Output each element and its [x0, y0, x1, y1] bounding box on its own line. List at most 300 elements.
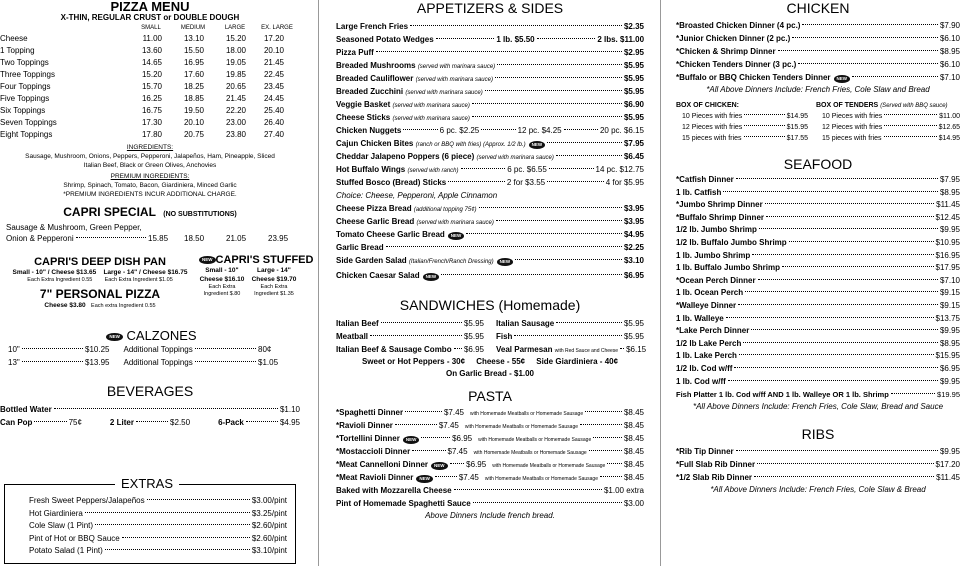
item-price: $16.95	[935, 250, 960, 260]
item-name: Italian Beef & Sausage Combo	[336, 345, 452, 354]
seafood-row	[676, 275, 960, 288]
box-row	[682, 133, 808, 144]
pizza-price: 15.70	[141, 82, 162, 91]
pizza-price: 13.60	[141, 46, 162, 55]
seafood-row	[676, 174, 960, 187]
item-name: *Mostaccioli Dinner	[336, 447, 411, 456]
item-note: (served with marinara sauce)	[392, 103, 470, 109]
item-price: $6.95	[463, 345, 484, 354]
pizza-price: 15.50	[183, 46, 204, 55]
ribs-list	[676, 445, 960, 484]
item-price: $10.95	[935, 237, 960, 247]
pizza-price: 19.50	[183, 106, 204, 115]
item-name: Fish Platter 1 lb. Cod w/ff AND 1 lb. Walleye OR 1 lb. Shrimp	[676, 390, 889, 400]
item-price: $8.95	[939, 338, 960, 348]
item-note: (ranch or BBQ with fries) (Approx. 1/2 lb.)	[415, 142, 526, 148]
seafood-row	[676, 325, 960, 338]
sandwich-row	[496, 343, 647, 356]
item-price: $7.95	[623, 139, 644, 148]
item-price: $3.25/pint	[251, 508, 287, 518]
seafood-title: SEAFOOD	[783, 156, 853, 172]
ribs-row	[676, 471, 960, 484]
new-badge: NEW	[423, 273, 440, 281]
box-tenders-note: (Served with BBQ sauce)	[880, 103, 948, 109]
capri-price-xlarge: 23.95	[268, 234, 289, 243]
item-note: (served with marinara sauce)	[417, 64, 496, 70]
bosco-choice-row: Choice: Cheese, Pepperoni, Apple Cinnamon	[336, 191, 498, 200]
item-price: $11.45	[936, 200, 960, 210]
size-medium-label: MEDIUM	[180, 25, 206, 31]
item-name: Breaded Cauliflower	[336, 74, 414, 83]
item-note: (additional topping 75¢)	[413, 207, 477, 213]
premium-ingredients-note: *PREMIUM INGREDIENTS INCUR ADDITIONAL CHARGE.	[63, 191, 237, 198]
seafood-note: *All Above Dinners Include: French Fries, Cole Slaw, Bread and Sauce	[692, 402, 944, 412]
extras-title: EXTRAS	[115, 476, 179, 492]
item-price: $8.45	[623, 434, 645, 443]
item-name: *Junior Chicken Dinner (2 pc.)	[676, 34, 791, 43]
item-name: *Walleye Dinner	[676, 300, 737, 310]
calzone-size: 10"	[8, 345, 20, 354]
capri-special-desc2: Onion & Pepperoni	[6, 234, 74, 243]
pizza-price: 25.40	[263, 106, 284, 115]
item-price: $8.45	[623, 447, 644, 456]
item-price: $8.45	[623, 421, 644, 430]
item-name: Veggie Basket	[336, 100, 391, 109]
new-badge: NEW	[416, 475, 433, 483]
seafood-row	[676, 350, 960, 363]
pasta-row	[336, 445, 644, 458]
stuffed-extra-small: Each Extra Ingredient $.80	[203, 284, 241, 297]
item-name: 1/2 lb. Buffalo Jumbo Shrimp	[676, 237, 787, 247]
ribs-title: RIBS	[801, 426, 835, 443]
pop-row	[0, 416, 300, 429]
item-price: $6.90	[623, 100, 644, 109]
item-name: Pizza Puff	[336, 48, 374, 57]
item-with: with Homemade Meatballs or Homemade Sausage	[492, 463, 606, 469]
item-price: $5.95	[463, 319, 484, 328]
item-price: $17.95	[935, 263, 960, 273]
pizza-type: 1 Topping	[0, 46, 35, 55]
item-price: $9.15	[939, 300, 960, 310]
chicken-row	[676, 71, 960, 84]
item-price: $13.75	[935, 313, 960, 323]
item-price: $5.95	[623, 332, 644, 341]
appetizer-row	[336, 202, 644, 215]
item-note: (Italian/French/Ranch Dressing)	[408, 259, 494, 265]
item-price: 4 for $5.95	[605, 178, 644, 187]
item-price: $7.95	[939, 175, 960, 184]
item-name: *Chicken & Shrimp Dinner	[676, 47, 776, 56]
item-price: $3.95	[623, 204, 644, 213]
item-name: *Jumbo Shrimp Dinner	[676, 200, 763, 210]
box-row	[822, 122, 960, 133]
pizza-price: 18.25	[183, 82, 204, 91]
seafood-row	[676, 199, 960, 212]
new-badge: NEW	[448, 232, 465, 240]
new-badge: NEW	[403, 436, 420, 444]
item-price: $3.10	[623, 256, 644, 265]
pizza-price: 20.65	[225, 82, 246, 91]
item-name: Potato Salad (1 Pint)	[29, 546, 103, 555]
item-price: 14 pc. $12.75	[595, 165, 644, 174]
item-with: with Homemade Meatballs or Homemade Sausage	[484, 476, 598, 482]
item-name: *Ocean Perch Dinner	[676, 275, 756, 285]
item-price: $2.25	[623, 243, 644, 252]
capri-special-prices	[0, 233, 300, 244]
item-name: Italian Sausage	[496, 319, 555, 328]
item-price: $3.00/pint	[251, 496, 287, 505]
item-price: $14.95	[786, 113, 808, 120]
item-name: 10 Pieces with fries	[682, 113, 743, 120]
pizza-price: 26.40	[263, 118, 284, 127]
item-name: 10 Pieces with fries	[822, 113, 883, 120]
pasta-list	[336, 406, 644, 484]
new-badge: NEW	[431, 462, 448, 470]
pizza-row	[0, 69, 300, 81]
item-price: $8.45	[623, 473, 645, 482]
item-name: 15 pieces with fries	[822, 135, 882, 142]
pizza-type: Eight Toppings	[0, 130, 53, 139]
capri-special-desc1: Sausage & Mushroom, Green Pepper,	[6, 223, 142, 232]
pasta-note: Above Dinners Include french bread.	[425, 511, 555, 520]
pizza-price: 18.00	[225, 46, 246, 55]
sandwich-row	[496, 317, 644, 330]
deep-dish-block	[0, 256, 200, 311]
two-liter-label: 2 Liter	[109, 418, 134, 427]
item-name: 15 pieces with fries	[682, 135, 742, 142]
pizza-type: Two Toppings	[0, 58, 49, 67]
stuffed-large: Large - 14"	[257, 267, 291, 274]
pizza-price: 16.25	[141, 94, 162, 103]
pizza-price: 16.75	[141, 106, 162, 115]
item-price: $17.55	[786, 135, 808, 142]
item-name: Side Garden Salad	[336, 256, 407, 265]
bottled-water-price: $1.10	[279, 405, 300, 414]
personal-pizza-price: Cheese $3.80	[44, 302, 86, 309]
appetizer-row	[336, 59, 644, 72]
item-price: $14.95	[938, 135, 960, 142]
appetizers-column	[336, 0, 647, 566]
calzone-topping-price: 80¢	[258, 345, 272, 354]
pizza-column	[0, 0, 314, 566]
item-name: Cheddar Jalapeno Poppers (6 piece)	[336, 152, 475, 161]
appetizer-row	[336, 111, 644, 124]
pizza-price: 23.45	[263, 82, 284, 91]
item-price: $9.95	[939, 225, 960, 235]
item-price: $15.95	[786, 124, 808, 131]
item-price: $6.95	[939, 363, 960, 373]
sandwich-row	[336, 330, 484, 343]
box-tenders-title: BOX OF TENDERS	[816, 102, 879, 109]
capri-special-title: CAPRI SPECIAL	[63, 205, 156, 219]
item-name: 1/2 lb. Cod w/ff	[676, 363, 733, 373]
pizza-price: 14.65	[141, 58, 162, 67]
sandwich-row	[496, 330, 644, 343]
item-price: $2.95	[623, 48, 644, 57]
deep-dish-extra-large: Each Extra Ingredient $1.05	[104, 277, 173, 283]
item-note: (served with marinara sauce)	[405, 90, 483, 96]
item-name: 1/2 lb Lake Perch	[676, 338, 742, 348]
two-liter-price: $2.50	[170, 418, 191, 427]
calzones-list	[0, 343, 300, 369]
item-name: Breaded Mushrooms	[336, 61, 416, 70]
item-price: $7.45	[447, 447, 468, 456]
item-price: $5.95	[623, 74, 644, 83]
personal-pizza-title: 7" PERSONAL PIZZA	[39, 287, 161, 301]
item-name: 1/2 lb. Jumbo Shrimp	[676, 225, 757, 235]
chicken-list	[676, 19, 960, 84]
can-pop-label: Can Pop	[0, 418, 33, 427]
seafood-row	[676, 212, 960, 225]
item-name: Hot Giardiniera	[29, 508, 83, 518]
appetizers-title: APPETIZERS & SIDES	[416, 0, 564, 16]
item-name: Tomato Cheese Garlic Bread	[336, 230, 445, 239]
appetizer-row	[336, 150, 644, 163]
stuffed-extra-large: Each Extra Ingredient $1.35	[254, 284, 294, 297]
personal-pizza-extra: Each extra Ingredient 0.55	[91, 303, 156, 309]
item-price: $7.45	[443, 408, 464, 417]
pizza-row	[0, 81, 300, 93]
item-note: (served with marinara sauce)	[476, 155, 554, 161]
item-note: (served with ranch)	[407, 168, 459, 174]
capri-special-note: (NO SUBSTITUTIONS)	[163, 211, 237, 218]
item-name: Seasoned Potato Wedges	[336, 35, 434, 44]
item-name: Meatball	[336, 332, 369, 341]
stuffed-title: CAPRI'S STUFFED	[215, 254, 314, 266]
item-price: $7.90	[939, 21, 960, 30]
seafood-row	[676, 187, 960, 200]
stuffed-large-price: Cheese $19.70	[251, 276, 297, 283]
item-price: 20 pc. $6.15	[599, 126, 645, 135]
item-name: *Broasted Chicken Dinner (4 pc.)	[676, 21, 801, 30]
item-name: *Buffalo or BBQ Chicken Tenders Dinner	[676, 73, 831, 82]
item-price: $11.45	[936, 473, 960, 483]
seafood-row	[676, 262, 960, 275]
box-row	[682, 122, 808, 133]
item-name: Cajun Chicken Bites	[336, 139, 414, 148]
new-badge: NEW	[199, 256, 216, 264]
box-row	[822, 133, 960, 144]
chicken-column	[676, 0, 960, 566]
calzone-size: 13"	[8, 358, 20, 367]
item-name: Cheese Pizza Bread	[336, 204, 412, 213]
item-name: *Catfish Dinner	[676, 175, 734, 184]
pizza-price: 15.20	[225, 34, 246, 43]
item-price: $5.95	[623, 319, 644, 328]
item-name: *Buffalo Shrimp Dinner	[676, 212, 765, 222]
pizza-row	[0, 117, 300, 129]
new-badge: NEW	[497, 258, 514, 266]
item-price: $8.95	[939, 47, 960, 56]
item-price: $5.95	[463, 332, 484, 341]
chicken-title: CHICKEN	[786, 0, 850, 16]
chicken-row	[676, 32, 960, 45]
extras-row	[29, 545, 287, 558]
pizza-type: Three Toppings	[0, 70, 55, 79]
seafood-row	[676, 363, 960, 376]
item-with: with Homemade Meatballs or Homemade Sausage	[464, 424, 579, 430]
pasta-title: PASTA	[468, 388, 512, 404]
item-note: (served with marinara sauce)	[415, 77, 493, 83]
seafood-row	[676, 300, 960, 313]
item-price: $15.95	[935, 351, 960, 361]
can-pop-price: 75¢	[68, 418, 82, 427]
pizza-price: 22.20	[225, 106, 246, 115]
pizza-price: 19.85	[225, 70, 246, 79]
pizza-row	[0, 57, 300, 69]
chicken-row	[676, 58, 960, 71]
extras-list	[5, 485, 295, 558]
calzone-topping-label: Additional Toppings	[123, 345, 193, 354]
column-divider	[660, 0, 661, 566]
size-small-label: SMALL	[141, 25, 161, 31]
item-price: 2 lbs. $11.00	[597, 35, 645, 44]
appetizers-list	[336, 20, 644, 282]
item-name: Large French Fries	[336, 22, 409, 31]
pizza-price: 21.45	[263, 58, 284, 67]
seafood-row	[676, 237, 960, 250]
item-price: 6 pc. $2.25	[439, 126, 480, 135]
item-price: $9.95	[939, 447, 960, 457]
pizza-row	[0, 33, 300, 45]
item-note: (served with marinara sauce)	[416, 220, 494, 226]
item-price: $5.95	[623, 87, 644, 96]
sandwiches-title: SANDWICHES (Homemade)	[399, 297, 581, 313]
pizza-row	[0, 45, 300, 57]
box-row	[682, 111, 808, 122]
deep-dish-small: Small - 10" / Cheese $13.65	[12, 269, 97, 276]
item-name: Chicken Nuggets	[336, 126, 402, 135]
ribs-row	[676, 458, 960, 471]
appetizer-row	[336, 254, 644, 267]
seafood-list	[676, 174, 960, 388]
appetizer-row	[336, 176, 644, 189]
item-name: 1 lb. Catfish	[676, 187, 722, 197]
item-name: *Ravioli Dinner	[336, 421, 393, 430]
item-name: Baked with Mozzarella Cheese	[336, 486, 452, 495]
calzone-row	[8, 356, 288, 369]
item-price: 2 for $3.55	[506, 178, 546, 187]
size-large-label: LARGE	[224, 25, 246, 31]
sandwich-extras-line: Sweet or Hot Peppers - 30¢ Cheese - 55¢ Side Giardiniera - 40¢	[361, 357, 619, 366]
item-name: Veal Parmesan	[496, 345, 553, 354]
sauce-pint-row	[336, 497, 644, 510]
item-name: *Rib Tip Dinner	[676, 447, 734, 457]
item-price: $6.15	[626, 345, 647, 354]
calzone-price: $10.25	[85, 345, 110, 354]
item-name: Breaded Zucchini	[336, 87, 404, 96]
item-name: Pint of Hot or BBQ Sauce	[29, 533, 120, 543]
pizza-type: Four Toppings	[0, 82, 51, 91]
seafood-row	[676, 224, 960, 237]
pizza-price: 11.00	[142, 34, 162, 43]
premium-ingredients-list: Shrimp, Spinach, Tomato, Bacon, Giardiniera, Minced Garlic	[63, 182, 237, 189]
item-price: $12.45	[935, 212, 960, 222]
seafood-row	[676, 287, 960, 300]
item-price: $17.20	[935, 460, 960, 470]
item-price: $2.60/pint	[251, 533, 287, 543]
pizza-price: 24.45	[263, 94, 284, 103]
appetizer-row	[336, 124, 644, 137]
item-name: *Meat Ravioli Dinner	[336, 473, 414, 482]
pizza-row	[0, 105, 300, 117]
item-price: $6.95	[466, 460, 487, 469]
pizza-price: 17.30	[141, 118, 162, 127]
appetizer-row	[336, 72, 644, 85]
pizza-price: 22.45	[263, 70, 284, 79]
capri-price-small: 15.85	[148, 234, 169, 243]
pizza-size-header	[0, 23, 300, 33]
item-price: $7.10	[939, 275, 960, 285]
calzone-topping-label: Additional Toppings	[123, 358, 193, 367]
capri-price-medium: 18.50	[184, 234, 205, 243]
pizza-price: 23.00	[225, 118, 246, 127]
item-price: $2.60/pint	[251, 521, 287, 530]
pizza-price: 21.45	[225, 94, 246, 103]
item-price: $9.15	[939, 288, 960, 298]
item-price: $9.95	[939, 326, 960, 336]
item-name: Hot Buffalo Wings	[336, 165, 406, 174]
stuffed-small-price: Cheese $16.10	[199, 276, 245, 283]
calzones-title: CALZONES	[126, 328, 197, 343]
pizza-type: Five Toppings	[0, 94, 50, 103]
calzones-heading	[0, 328, 300, 343]
pizza-price: 23.80	[225, 130, 246, 139]
item-price: $6.95	[452, 434, 473, 443]
item-price: $7.45	[438, 421, 459, 430]
item-name: Stuffed Bosco (Bread) Sticks	[336, 178, 447, 187]
stuffed-block	[196, 254, 314, 298]
item-name: *Full Slab Rib Dinner	[676, 460, 756, 470]
sandwich-row	[336, 317, 484, 330]
item-with: with Homemade Meatballs or Homemade Sausage	[473, 450, 587, 456]
item-name: 1 lb. Jumbo Shrimp	[676, 250, 751, 260]
pizza-row	[0, 93, 300, 105]
specialty-pizzas	[0, 254, 314, 324]
item-price: $19.95	[937, 390, 960, 400]
item-with: with Homemade Meatballs or Homemade Sausage	[470, 411, 584, 417]
item-price: $12.65	[938, 124, 960, 131]
size-xlarge-label: EX. LARGE	[261, 25, 293, 31]
box-section	[676, 101, 960, 144]
new-badge: NEW	[834, 75, 851, 83]
chicken-row	[676, 19, 960, 32]
pizza-price: 20.75	[183, 130, 204, 139]
pizza-price: 20.10	[263, 46, 284, 55]
item-price: $8.45	[623, 460, 645, 469]
item-price: $3.00	[623, 499, 644, 508]
extras-row	[29, 533, 287, 546]
item-price: $1.00 extra	[603, 486, 644, 495]
pizza-price: 19.05	[225, 58, 246, 67]
extras-row	[29, 495, 287, 508]
item-price: $3.10/pint	[251, 546, 287, 555]
item-price: $9.95	[939, 376, 960, 386]
item-price: 12 pc. $4.25	[517, 126, 562, 135]
item-name: Cole Slaw (1 Pint)	[29, 521, 94, 530]
item-price: $5.95	[623, 61, 644, 70]
item-name: 1 lb. Cod w/ff	[676, 376, 726, 386]
ribs-note: *All Above Dinners Include: French Fries, Cole Slaw & Bread	[710, 485, 926, 495]
appetizer-row	[336, 241, 644, 254]
item-with: with Homemade Meatballs or Homemade Sausage	[478, 437, 592, 443]
item-price: $5.95	[623, 113, 644, 122]
item-price: $6.95	[623, 271, 644, 280]
item-name: Chicken Caesar Salad	[336, 271, 420, 280]
pizza-price: 27.40	[263, 130, 284, 139]
sandwich-row	[336, 343, 484, 356]
pizza-price: 17.20	[263, 34, 284, 43]
